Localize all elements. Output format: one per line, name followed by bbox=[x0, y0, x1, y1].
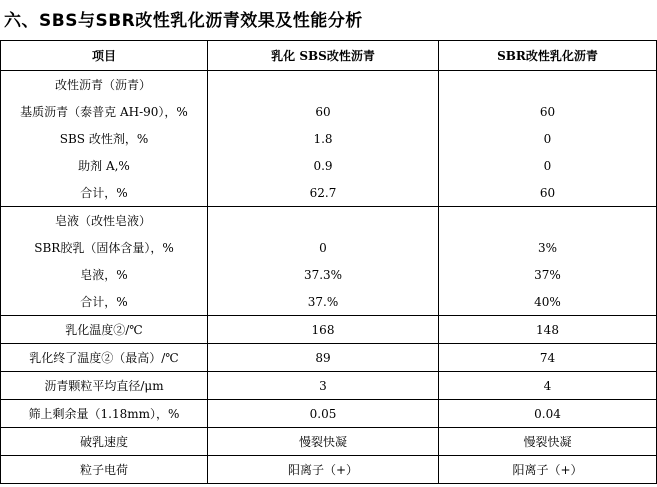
row-label: 合计，% bbox=[1, 288, 208, 316]
sbs-value: 0 bbox=[208, 234, 439, 261]
sbr-value: 60 bbox=[439, 98, 657, 125]
header-sbr: SBR改性乳化沥青 bbox=[439, 41, 657, 71]
sbr-value: 148 bbox=[439, 316, 657, 344]
row-label: SBR胶乳（固体含量），% bbox=[1, 234, 208, 261]
header-sbs: 乳化 SBS改性沥青 bbox=[208, 41, 439, 71]
sbs-value bbox=[208, 71, 439, 99]
table-row bbox=[1, 344, 657, 372]
row-label: 乳化终了温度②（最高）/℃ bbox=[1, 344, 208, 372]
row-label: 粒子电荷 bbox=[1, 456, 208, 484]
sbr-value: 0 bbox=[439, 152, 657, 179]
table-row bbox=[1, 125, 657, 152]
sbs-value: 37.% bbox=[208, 288, 439, 316]
row-label: 皂液（改性皂液） bbox=[1, 207, 208, 235]
table-row bbox=[1, 288, 657, 316]
row-label: 沥青颗粒平均直径/μm bbox=[1, 372, 208, 400]
sbr-value: 37% bbox=[439, 261, 657, 288]
sbs-value: 0.05 bbox=[208, 400, 439, 428]
row-label: SBS 改性剂，% bbox=[1, 125, 208, 152]
sbr-value: 40% bbox=[439, 288, 657, 316]
table-row bbox=[1, 71, 657, 99]
row-label: 乳化温度②/℃ bbox=[1, 316, 208, 344]
sbs-value: 37.3% bbox=[208, 261, 439, 288]
row-label: 合计，% bbox=[1, 179, 208, 207]
table-row bbox=[1, 98, 657, 125]
row-label: 改性沥青（沥青） bbox=[1, 71, 208, 99]
table-row bbox=[1, 400, 657, 428]
sbs-value: 阳离子（+） bbox=[208, 456, 439, 484]
sbs-value: 168 bbox=[208, 316, 439, 344]
sbr-value: 60 bbox=[439, 179, 657, 207]
sbr-value bbox=[439, 71, 657, 99]
sbs-value: 1.8 bbox=[208, 125, 439, 152]
table-row bbox=[1, 261, 657, 288]
sbs-value: 89 bbox=[208, 344, 439, 372]
row-label: 破乳速度 bbox=[1, 428, 208, 456]
row-label: 筛上剩余量（1.18mm），% bbox=[1, 400, 208, 428]
table-row bbox=[1, 234, 657, 261]
table-row bbox=[1, 316, 657, 344]
row-label: 助剂 A,% bbox=[1, 152, 208, 179]
table-row bbox=[1, 179, 657, 207]
row-label: 基质沥青（泰普克 AH-90），% bbox=[1, 98, 208, 125]
sbr-value: 0.04 bbox=[439, 400, 657, 428]
sbs-value: 3 bbox=[208, 372, 439, 400]
row-label: 皂液，% bbox=[1, 261, 208, 288]
comparison-table bbox=[0, 40, 657, 484]
sbr-value: 阳离子（+） bbox=[439, 456, 657, 484]
table-row bbox=[1, 207, 657, 235]
sbs-value bbox=[208, 207, 439, 235]
sbr-value: 74 bbox=[439, 344, 657, 372]
page-title: 六、SBS与SBR改性乳化沥青效果及性能分析 bbox=[4, 11, 363, 31]
header-item: 项目 bbox=[1, 41, 208, 71]
sbr-value: 0 bbox=[439, 125, 657, 152]
sbr-value bbox=[439, 207, 657, 235]
sbr-value: 4 bbox=[439, 372, 657, 400]
table-header-row bbox=[1, 41, 657, 71]
sbs-value: 0.9 bbox=[208, 152, 439, 179]
sbs-value: 60 bbox=[208, 98, 439, 125]
table-row bbox=[1, 428, 657, 456]
sbs-value: 慢裂快凝 bbox=[208, 428, 439, 456]
table-row bbox=[1, 456, 657, 484]
sbs-value: 62.7 bbox=[208, 179, 439, 207]
sbr-value: 3% bbox=[439, 234, 657, 261]
table-row bbox=[1, 372, 657, 400]
sbr-value: 慢裂快凝 bbox=[439, 428, 657, 456]
table-row bbox=[1, 152, 657, 179]
